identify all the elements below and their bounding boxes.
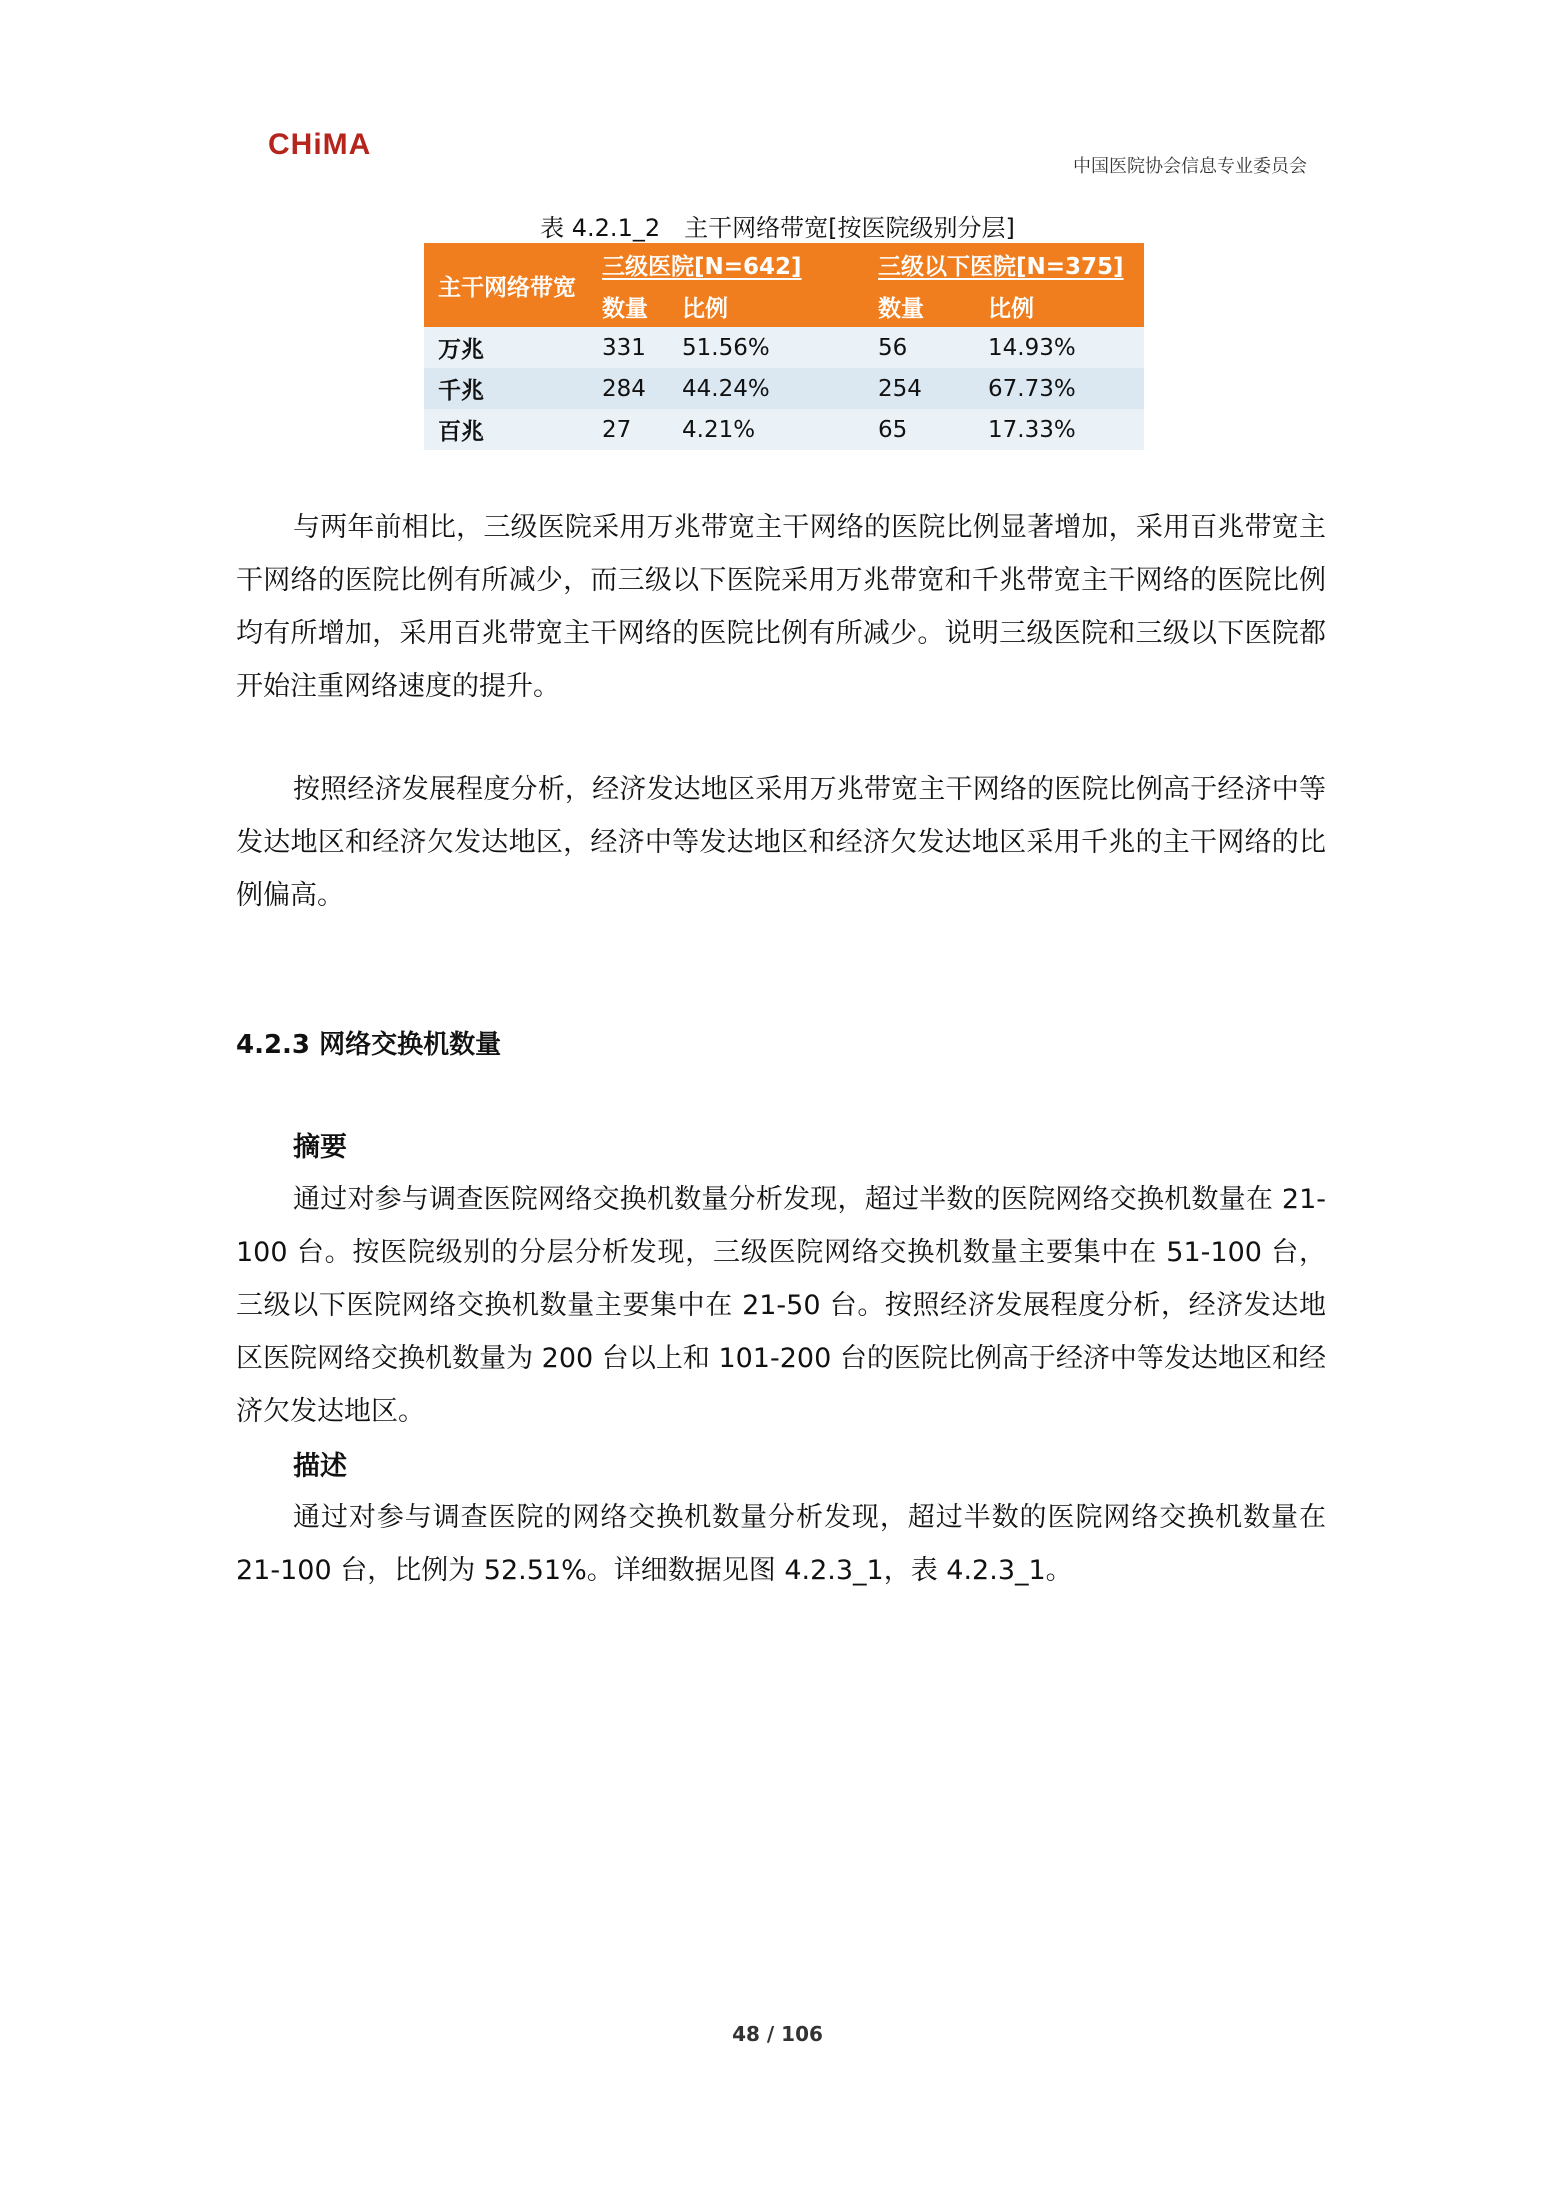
sub-header-ratio: 比例 <box>668 285 864 327</box>
paragraph-comparison: 与两年前相比，三级医院采用万兆带宽主干网络的医院比例显著增加，采用百兆带宽主干网络的医院比例有所减少，而三级以下医院采用万兆带宽和千兆带宽主干网络的医院比例均有所增加，采用百兆带宽主干网络的医院比例有所减少。说明三级医院和三级以下医院都开始注重网络速度的提升。 <box>236 512 1326 702</box>
chima-logo: CHiMA <box>268 128 372 161</box>
table-cell: 51.56% <box>668 327 864 368</box>
summary-paragraph: 通过对参与调查医院网络交换机数量分析发现，超过半数的医院网络交换机数量在 21-100 台。按医院级别的分层分析发现，三级医院网络交换机数量主要集中在 51-100 台，三级以下医院网络交换机数量主要集中在 21-50 台。按照经济发展程度分析，经济发达地区医院网络交换机数量为 200 台以上和 101-200 台的医院比例高于经济中等发达地区和经济欠发达地区。 <box>236 1184 1326 1427</box>
table-row <box>424 327 1144 368</box>
organization-name: 中国医院协会信息专业委员会 <box>1073 156 1307 177</box>
table-cell: 67.73% <box>974 368 1144 409</box>
table-cell: 17.33% <box>974 409 1144 450</box>
row-label: 千兆 <box>424 368 588 409</box>
table-cell: 254 <box>864 368 974 409</box>
table-cell: 56 <box>864 327 974 368</box>
paragraph-economic: 按照经济发展程度分析，经济发达地区采用万兆带宽主干网络的医院比例高于经济中等发达地区和经济欠发达地区，经济中等发达地区和经济欠发达地区采用千兆的主干网络的比例偏高。 <box>236 774 1326 911</box>
page-number: 48 / 106 <box>732 2022 823 2046</box>
table-cell: 284 <box>588 368 668 409</box>
sub-header-count: 数量 <box>864 285 974 327</box>
table-row <box>424 368 1144 409</box>
table-cell: 4.21% <box>668 409 864 450</box>
row-label: 百兆 <box>424 409 588 450</box>
row-label: 万兆 <box>424 327 588 368</box>
group-header-below-tier3: 三级以下医院[N=375] <box>864 243 1144 285</box>
group-header-tier3: 三级医院[N=642] <box>588 243 864 285</box>
table-cell: 44.24% <box>668 368 864 409</box>
sub-header-count: 数量 <box>588 285 668 327</box>
table-cell: 65 <box>864 409 974 450</box>
section-heading: 4.2.3 网络交换机数量 <box>236 1030 502 1060</box>
table-row <box>424 409 1144 450</box>
table-cell: 27 <box>588 409 668 450</box>
table-caption: 表 4.2.1_2 主干网络带宽[按医院级别分层] <box>540 214 1015 242</box>
description-paragraph: 通过对参与调查医院的网络交换机数量分析发现，超过半数的医院网络交换机数量在 21-100 台，比例为 52.51%。详细数据见图 4.2.3_1，表 4.2.3_1。 <box>236 1502 1326 1586</box>
sub-header-ratio: 比例 <box>974 285 1144 327</box>
bandwidth-table <box>424 243 1144 450</box>
table-cell: 14.93% <box>974 327 1144 368</box>
table-cell: 331 <box>588 327 668 368</box>
corner-header: 主干网络带宽 <box>424 243 588 327</box>
summary-heading: 摘要 <box>293 1132 347 1163</box>
description-heading: 描述 <box>293 1451 347 1482</box>
